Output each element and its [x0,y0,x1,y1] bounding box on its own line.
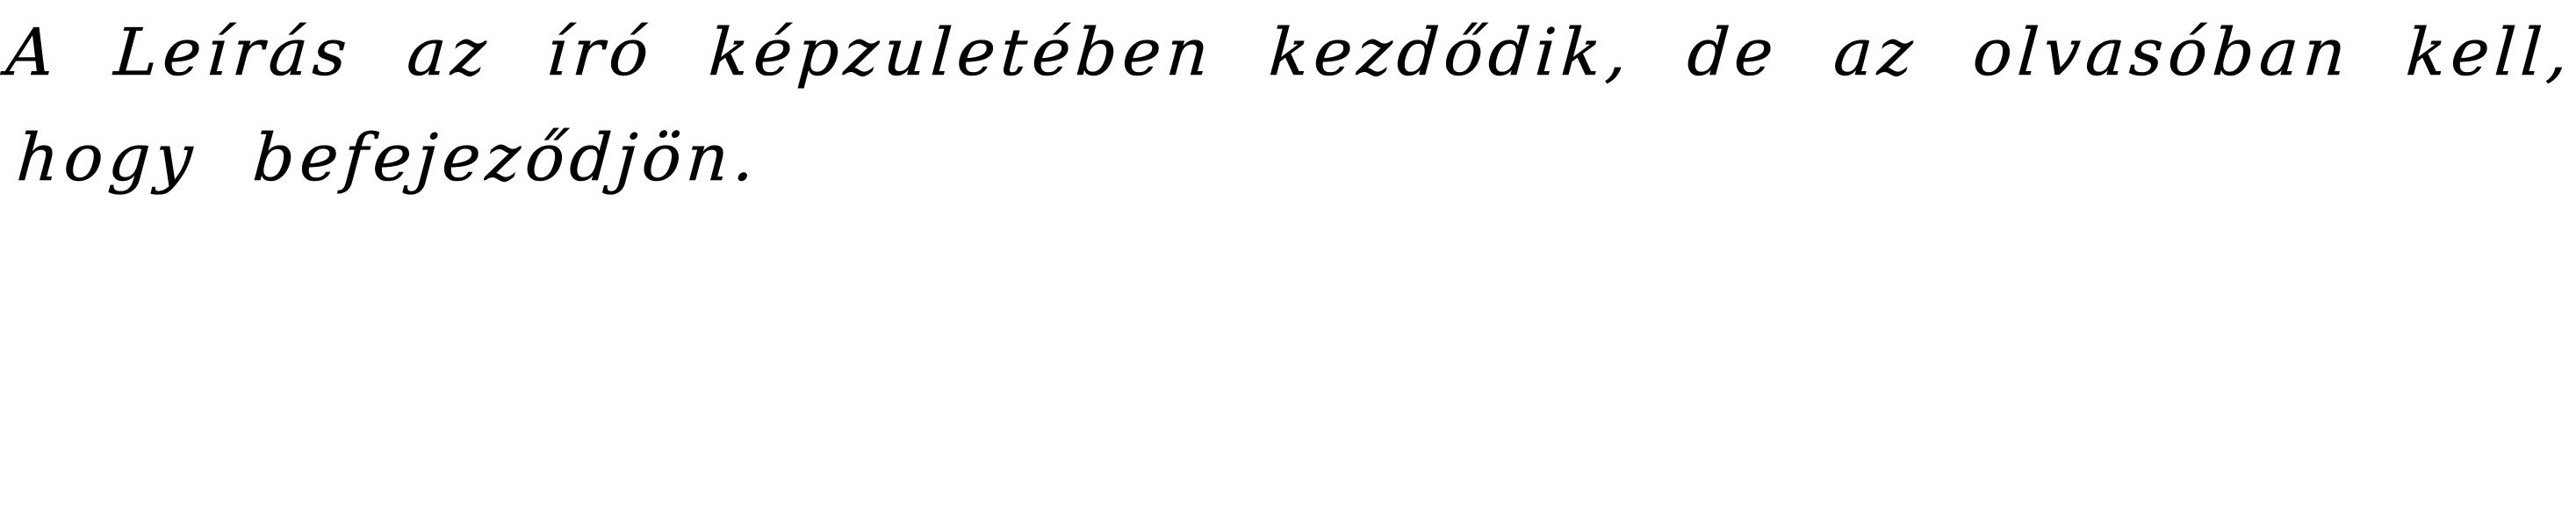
handwritten-line-1: A Leírás az író képzuletében kezdődik, de az olvasóban kell, [4,15,2576,90]
handwritten-line-2: hogy befejeződjön. [14,120,763,196]
handwritten-text [4,9,2576,202]
